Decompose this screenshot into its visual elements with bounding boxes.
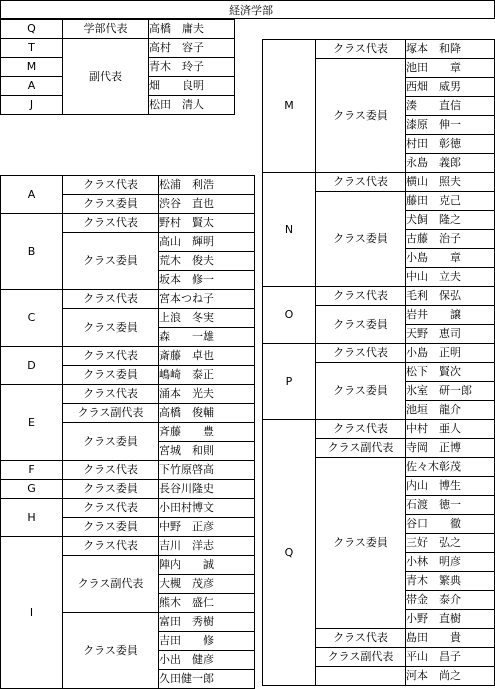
name-cell: 青木 玲子 — [149, 58, 235, 77]
name-cell: 吉田 修 — [159, 632, 255, 651]
name-cell: 大槻 茂彦 — [159, 575, 255, 594]
name-cell: 熊木 盛仁 — [159, 594, 255, 613]
role-cell: クラス委員 — [63, 366, 159, 385]
class-code-cell: G — [1, 480, 63, 499]
name-cell: 毛利 保弘 — [406, 287, 495, 306]
role-cell: クラス委員 — [63, 195, 159, 214]
role-cell: クラス代表 — [63, 290, 159, 309]
name-cell: 池田 章 — [406, 59, 495, 78]
name-cell: 石渡 徳一 — [406, 496, 495, 515]
name-cell: 長谷川隆史 — [159, 480, 255, 499]
name-cell: 佐々木彰茂 — [406, 458, 495, 477]
table-row — [1, 461, 255, 480]
role-cell: クラス委員 — [63, 613, 159, 689]
name-cell: 天野 恵司 — [406, 325, 495, 344]
table-row — [1, 214, 255, 233]
name-cell: 高橋 庸夫 — [149, 20, 235, 39]
name-cell: 松下 賢次 — [406, 363, 495, 382]
name-cell: 小出 健彦 — [159, 651, 255, 670]
name-cell: 高橋 俊輔 — [159, 404, 255, 423]
role-cell: クラス代表 — [63, 176, 159, 195]
name-cell: 藤田 克己 — [406, 192, 495, 211]
faculty-officers-table — [0, 19, 235, 115]
table-row — [1, 347, 255, 366]
role-cell: クラス委員 — [316, 363, 406, 420]
role-cell — [316, 667, 406, 686]
table-row — [263, 420, 495, 439]
name-cell: 松田 清人 — [149, 96, 235, 115]
name-cell: 松浦 利浩 — [159, 176, 255, 195]
role-cell: クラス代表 — [63, 499, 159, 518]
name-cell: 小島 章 — [406, 249, 495, 268]
role-cell: クラス代表 — [316, 344, 406, 363]
table-row — [263, 344, 495, 363]
name-cell: 小野 直樹 — [406, 610, 495, 629]
name-cell: 吉川 洋志 — [159, 537, 255, 556]
table-row — [1, 176, 255, 195]
class-code-cell: I — [1, 537, 63, 689]
class-code-cell: N — [263, 173, 316, 287]
name-cell: 池垣 龍介 — [406, 401, 495, 420]
role-cell: クラス委員 — [316, 458, 406, 629]
name-cell: 高山 輝明 — [159, 233, 255, 252]
class-code-cell: P — [263, 344, 316, 420]
name-cell: 小田村博文 — [159, 499, 255, 518]
role-cell: クラス代表 — [316, 420, 406, 439]
table-row — [1, 480, 255, 499]
role-cell: クラス委員 — [63, 480, 159, 499]
name-cell: 斎藤 卓也 — [159, 347, 255, 366]
name-cell: 久田健一郎 — [159, 670, 255, 689]
name-cell: 村田 彰徳 — [406, 135, 495, 154]
role-cell: クラス代表 — [316, 287, 406, 306]
role-cell: クラス委員 — [63, 309, 159, 347]
name-cell: 塚本 和降 — [406, 40, 495, 59]
role-cell: クラス代表 — [316, 629, 406, 648]
name-cell: 中山 立夫 — [406, 268, 495, 287]
role-cell: クラス委員 — [63, 518, 159, 537]
class-code-cell: O — [263, 287, 316, 344]
name-cell: 嶋崎 泰正 — [159, 366, 255, 385]
name-cell: 横山 照夫 — [406, 173, 495, 192]
name-cell: 谷口 徹 — [406, 515, 495, 534]
name-cell: 涌本 光夫 — [159, 385, 255, 404]
table-row — [1, 20, 235, 39]
code-cell: Q — [1, 20, 63, 39]
name-cell: 帯金 泰介 — [406, 591, 495, 610]
table-row — [263, 40, 495, 59]
name-cell: 中野 正彦 — [159, 518, 255, 537]
role-cell: 副代表 — [63, 39, 149, 115]
page-title: 経済学部 — [0, 0, 495, 19]
name-cell: 中村 亜人 — [406, 420, 495, 439]
role-cell: クラス副代表 — [63, 404, 159, 423]
name-cell: 漆原 伸一 — [406, 116, 495, 135]
class-code-cell: A — [1, 176, 63, 214]
name-cell: 野村 賢太 — [159, 214, 255, 233]
name-cell: 上浪 冬実 — [159, 309, 255, 328]
role-cell: クラス副代表 — [316, 648, 406, 667]
name-cell: 荒木 俊夫 — [159, 252, 255, 271]
class-code-cell: F — [1, 461, 63, 480]
role-cell: クラス代表 — [316, 40, 406, 59]
name-cell: 斉藤 豊 — [159, 423, 255, 442]
name-cell: 永島 義郎 — [406, 154, 495, 173]
role-cell: クラス委員 — [63, 423, 159, 461]
code-cell: M — [1, 58, 63, 77]
class-table-left — [0, 175, 255, 689]
class-code-cell: D — [1, 347, 63, 385]
role-cell: クラス委員 — [316, 192, 406, 287]
name-cell: 高村 容子 — [149, 39, 235, 58]
table-row — [1, 385, 255, 404]
name-cell: 西畑 威男 — [406, 78, 495, 97]
role-cell: クラス委員 — [316, 306, 406, 344]
role-cell: クラス代表 — [63, 537, 159, 556]
class-code-cell: E — [1, 385, 63, 461]
table-row — [1, 537, 255, 556]
name-cell: 渋谷 直也 — [159, 195, 255, 214]
role-cell: クラス代表 — [316, 173, 406, 192]
name-cell: 青木 繁典 — [406, 572, 495, 591]
role-cell: クラス委員 — [63, 233, 159, 290]
table-row — [1, 39, 235, 58]
name-cell: 下竹原啓高 — [159, 461, 255, 480]
name-cell: 小林 明彦 — [406, 553, 495, 572]
class-code-cell: H — [1, 499, 63, 537]
name-cell: 寺岡 正博 — [406, 439, 495, 458]
name-cell: 三好 弘之 — [406, 534, 495, 553]
name-cell: 坂本 修一 — [159, 271, 255, 290]
role-cell: クラス副代表 — [63, 556, 159, 613]
role-cell: クラス副代表 — [316, 439, 406, 458]
role-cell: 学部代表 — [63, 20, 149, 39]
role-cell: クラス委員 — [316, 59, 406, 173]
class-code-cell: M — [263, 40, 316, 173]
name-cell: 陣内 誠 — [159, 556, 255, 575]
name-cell: 岩井 譲 — [406, 306, 495, 325]
table-row — [263, 173, 495, 192]
name-cell: 古藤 治子 — [406, 230, 495, 249]
name-cell: 小島 正明 — [406, 344, 495, 363]
code-cell: T — [1, 39, 63, 58]
table-row — [1, 499, 255, 518]
name-cell: 畑 良明 — [149, 77, 235, 96]
name-cell: 内山 博生 — [406, 477, 495, 496]
name-cell: 森 一雄 — [159, 328, 255, 347]
role-cell: クラス代表 — [63, 214, 159, 233]
name-cell: 富田 秀樹 — [159, 613, 255, 632]
class-code-cell: C — [1, 290, 63, 347]
name-cell: 河本 尚之 — [406, 667, 495, 686]
name-cell: 犬飼 隆之 — [406, 211, 495, 230]
role-cell: クラス代表 — [63, 385, 159, 404]
class-code-cell: B — [1, 214, 63, 290]
role-cell: クラス代表 — [63, 347, 159, 366]
name-cell: 平山 昌子 — [406, 648, 495, 667]
name-cell: 島田 貴 — [406, 629, 495, 648]
name-cell: 宮城 和則 — [159, 442, 255, 461]
code-cell: A — [1, 77, 63, 96]
name-cell: 氷室 研一郎 — [406, 382, 495, 401]
name-cell: 宮本つね子 — [159, 290, 255, 309]
name-cell: 湊 直信 — [406, 97, 495, 116]
table-row — [263, 287, 495, 306]
class-code-cell: Q — [263, 420, 316, 686]
role-cell: クラス代表 — [63, 461, 159, 480]
class-table-right — [262, 39, 495, 686]
code-cell: J — [1, 96, 63, 115]
table-row — [1, 290, 255, 309]
